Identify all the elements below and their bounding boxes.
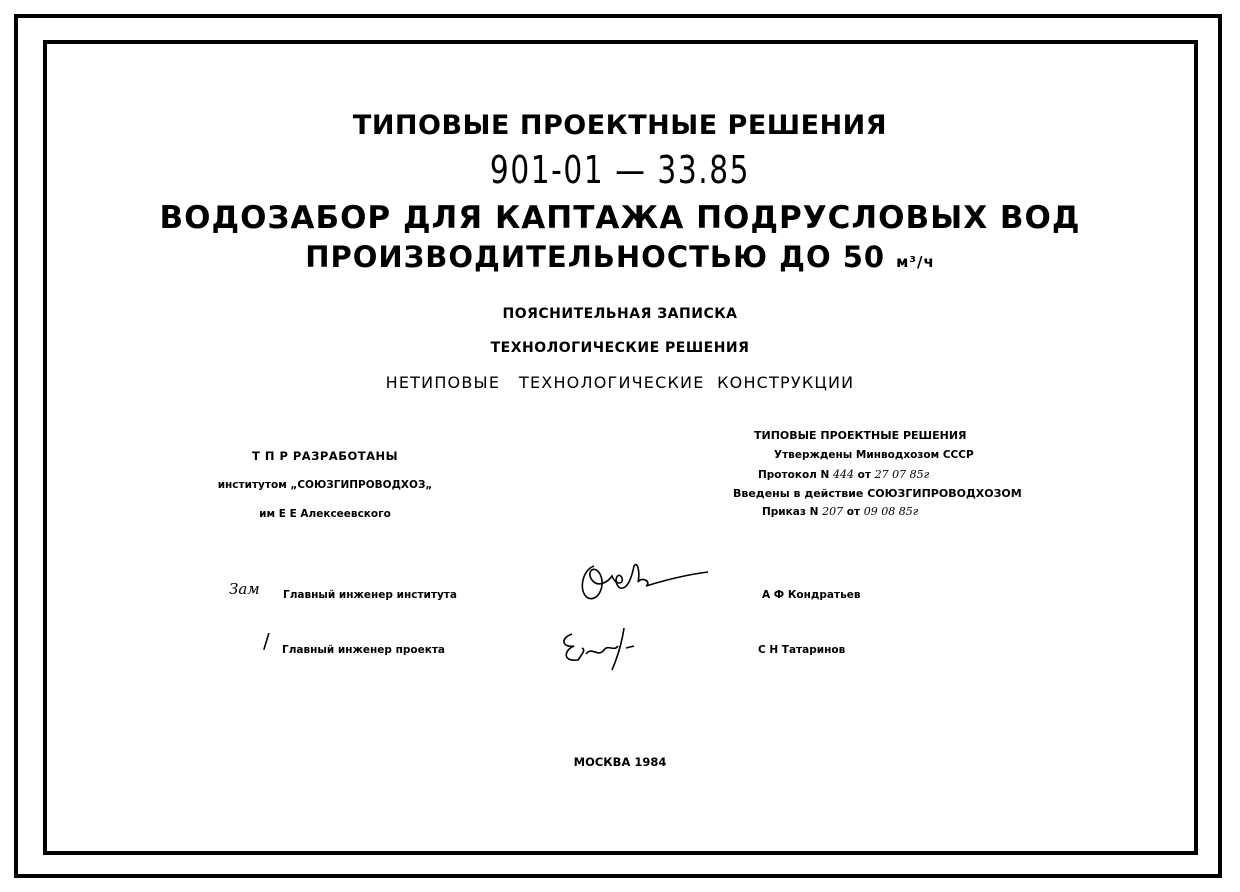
project-title-line2 [0, 240, 1240, 274]
order-number: 207 [822, 505, 844, 518]
protocol-label: Протокол N [758, 469, 830, 481]
developer-line2: институтом „СОЮЗГИПРОВОДХОЗ„ [217, 479, 433, 491]
protocol-date: 27 07 85г [874, 468, 930, 481]
approval-protocol [758, 468, 929, 481]
signature-prefix-deputy: Зам [229, 580, 260, 598]
document-number: 901-01 — 33.85 [489, 148, 751, 192]
signatory-name-2: С Н Татаринов [758, 644, 846, 656]
capacity-unit: м³/ч [896, 253, 935, 271]
order-label: Приказ N [762, 506, 819, 518]
order-date: 09 08 85г [863, 505, 919, 518]
project-title-line2-text: ПРОИЗВОДИТЕЛЬНОСТЬЮ ДО 50 [305, 240, 886, 274]
handwritten-signature-1 [572, 556, 712, 606]
signature-prefix-slash: / [263, 629, 270, 653]
approval-title: ТИПОВЫЕ ПРОЕКТНЫЕ РЕШЕНИЯ [754, 429, 967, 442]
approval-approved: Утверждены Минводхозом СССР [774, 449, 974, 461]
series-title: ТИПОВЫЕ ПРОЕКТНЫЕ РЕШЕНИЯ [352, 110, 888, 141]
developer-line1: Т П Р РАЗРАБОТАНЫ [251, 449, 399, 463]
approval-enacted: Введены в действие СОЮЗГИПРОВОДХОЗОМ [733, 487, 1022, 500]
signature-position-1: Главный инженер института [283, 589, 457, 601]
signature-position-2: Главный инженер проекта [282, 644, 446, 656]
subtitle-nonstandard-constructions: НЕТИПОВЫЕ ТЕХНОЛОГИЧЕСКИЕ КОНСТРУКЦИИ [385, 373, 855, 392]
protocol-number: 444 [832, 468, 854, 481]
subtitle-explanatory-note: ПОЯСНИТЕЛЬНАЯ ЗАПИСКА [502, 306, 738, 322]
approval-order [762, 505, 918, 518]
project-title-line1: ВОДОЗАБОР ДЛЯ КАПТАЖА ПОДРУСЛОВЫХ ВОД [159, 200, 1081, 236]
developer-line3: им Е Е Алексеевского [259, 508, 391, 520]
subtitle-technological-solutions: ТЕХНОЛОГИЧЕСКИЕ РЕШЕНИЯ [490, 340, 750, 356]
handwritten-signature-2 [552, 624, 662, 672]
order-from: от [846, 506, 861, 518]
signatory-name-1: А Ф Кондратьев [762, 589, 861, 601]
city-year: МОСКВА 1984 [573, 755, 667, 769]
protocol-from: от [857, 469, 871, 481]
